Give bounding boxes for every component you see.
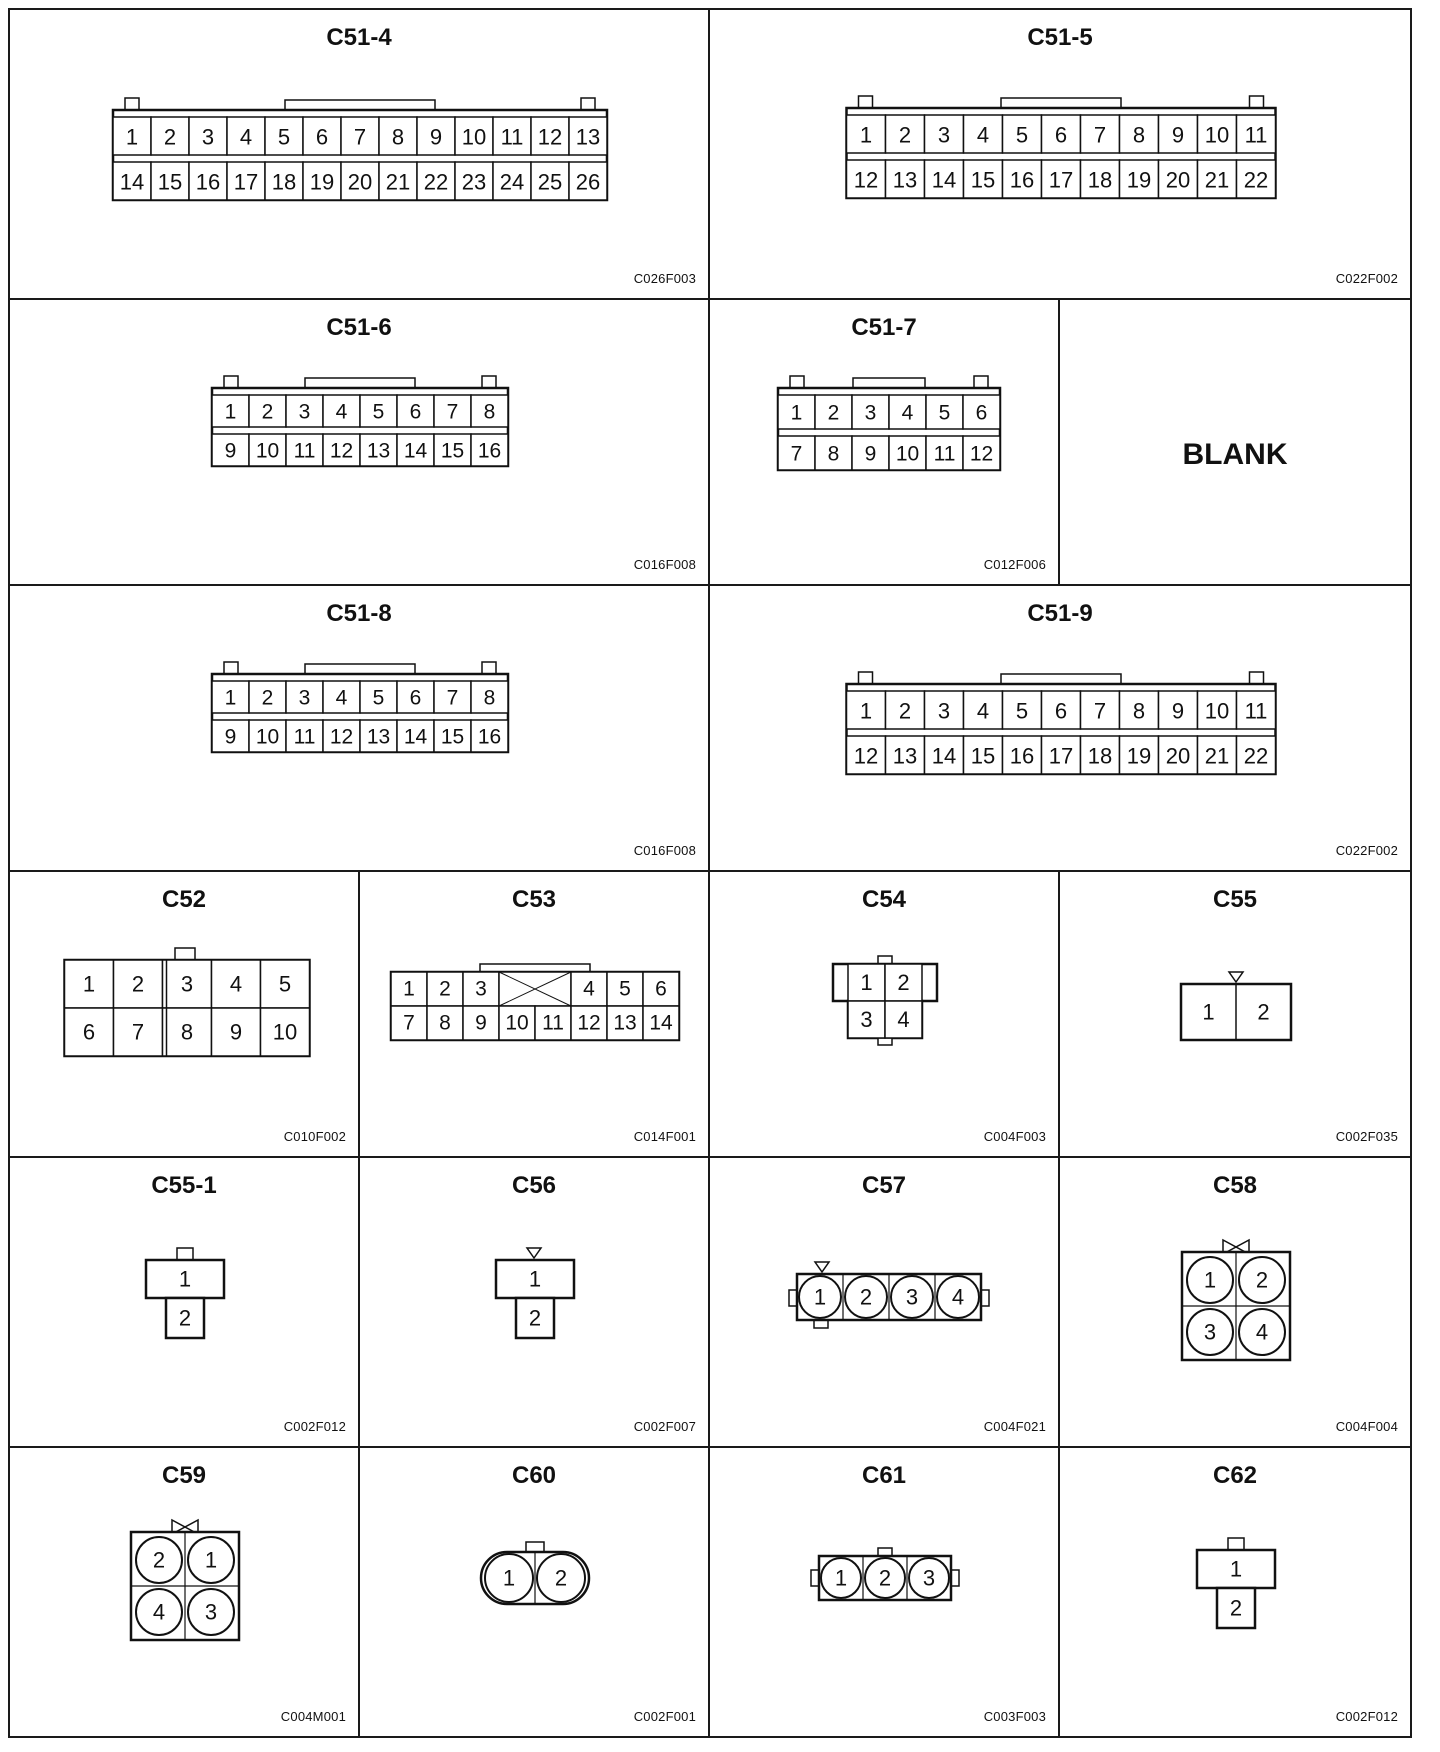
pin-label: 1 xyxy=(834,1565,848,1591)
pin-label: 2 xyxy=(897,970,910,995)
pin-label: 3 xyxy=(298,686,311,710)
pin-label: 4 xyxy=(239,124,253,150)
pin-label: 11 xyxy=(500,124,524,150)
locating-tab xyxy=(224,376,238,388)
connector-panel-c55 xyxy=(1058,870,1412,1158)
figure-code: C016F008 xyxy=(633,557,696,572)
pin-label: 9 xyxy=(475,1011,487,1035)
pin-label: 17 xyxy=(1048,743,1074,769)
pin-label: 23 xyxy=(461,169,487,195)
pin-label: 21 xyxy=(385,169,411,195)
pin-label: 7 xyxy=(353,124,367,150)
pin-label: 2 xyxy=(152,1547,166,1573)
pin-label: 11 xyxy=(1244,122,1268,148)
connector-panel-c51-4 xyxy=(8,8,710,300)
pin-label: 20 xyxy=(1165,743,1191,769)
pin-label: 13 xyxy=(892,167,918,193)
figure-code: C010F002 xyxy=(283,1129,346,1144)
locating-tab xyxy=(125,98,139,110)
pin-label: 13 xyxy=(366,439,391,463)
connector-diagram xyxy=(710,586,1412,872)
pin-label: 1 xyxy=(860,970,873,995)
figure-code: C002F012 xyxy=(1335,1709,1398,1724)
pin-label: 9 xyxy=(229,1019,243,1045)
pin-label: 13 xyxy=(575,124,601,150)
figure-code: C022F002 xyxy=(1335,843,1398,858)
pin-label: 10 xyxy=(272,1019,298,1045)
pin-label: 21 xyxy=(1204,167,1230,193)
pin-label: 12 xyxy=(537,124,563,150)
polarity-mark xyxy=(527,1248,541,1258)
pin-label: 11 xyxy=(542,1011,564,1035)
pin-label: 8 xyxy=(1132,698,1146,724)
pin-label: 8 xyxy=(1132,122,1146,148)
connector-housing xyxy=(496,1248,574,1338)
pin-label: 4 xyxy=(1255,1319,1269,1345)
pin-label: 4 xyxy=(951,1284,965,1310)
pin-label: 5 xyxy=(372,400,385,424)
pin-label: 7 xyxy=(1093,122,1107,148)
pin-label: 2 xyxy=(261,400,274,424)
connector-panel-c61 xyxy=(708,1446,1060,1738)
pin-label: 19 xyxy=(1126,167,1152,193)
pin-label: 9 xyxy=(1171,698,1185,724)
lock-latch xyxy=(1228,1538,1244,1550)
connector-panel-c62 xyxy=(1058,1446,1412,1738)
pin-label: 3 xyxy=(937,698,951,724)
figure-code: C002F012 xyxy=(283,1419,346,1434)
pin-label: 3 xyxy=(298,400,311,424)
pin-label: 2 xyxy=(261,686,274,710)
pin-label: 2 xyxy=(827,401,840,425)
connector-housing xyxy=(811,1548,959,1600)
pin-label: 6 xyxy=(82,1019,96,1045)
pin-label: 2 xyxy=(163,124,177,150)
pin-label: 17 xyxy=(233,169,259,195)
figure-code: C026F003 xyxy=(633,271,696,286)
pin-label: 21 xyxy=(1204,743,1230,769)
pin-label: 1 xyxy=(1229,1556,1243,1582)
pin-label: 22 xyxy=(423,169,449,195)
pin-label: 18 xyxy=(1087,167,1113,193)
connector-panel-c53 xyxy=(358,870,710,1158)
pin-label: 2 xyxy=(898,698,912,724)
connector-diagram xyxy=(710,1448,1060,1738)
locating-tab xyxy=(581,98,595,110)
connector-panel-c60 xyxy=(358,1446,710,1738)
pin-label: 6 xyxy=(409,686,422,710)
connector-title: C58 xyxy=(1212,1172,1258,1199)
connector-diagram xyxy=(10,1158,360,1448)
pin-label: 5 xyxy=(372,686,385,710)
pin-label: 1 xyxy=(859,698,873,724)
connector-title: C51-6 xyxy=(326,314,392,341)
pin-label: 1 xyxy=(1203,1267,1217,1293)
lock-latch xyxy=(526,1542,544,1552)
pin-label: 1 xyxy=(403,977,415,1001)
pin-label: 12 xyxy=(853,743,879,769)
pin-label: 8 xyxy=(483,400,496,424)
connector-diagram xyxy=(10,10,710,300)
pin-label: 2 xyxy=(554,1565,568,1591)
connector-diagram xyxy=(360,1448,710,1738)
connector-diagram xyxy=(1060,872,1412,1158)
connector-panel-c56 xyxy=(358,1156,710,1448)
pin-label: 2 xyxy=(1257,999,1270,1025)
connector-diagram xyxy=(710,1158,1060,1448)
pin-label: 2 xyxy=(1229,1595,1243,1621)
pin-label: 2 xyxy=(178,1305,192,1331)
pin-label: 16 xyxy=(195,169,221,195)
pin-label: 4 xyxy=(897,1007,910,1032)
figure-code: C012F006 xyxy=(983,557,1046,572)
pin-label: 3 xyxy=(905,1284,919,1310)
pin-label: 6 xyxy=(1054,698,1068,724)
pin-label: 11 xyxy=(933,442,956,466)
figure-code: C004M001 xyxy=(280,1709,346,1724)
pin-label: 4 xyxy=(901,401,914,425)
pin-label: 1 xyxy=(528,1266,542,1292)
pin-label: 5 xyxy=(277,124,291,150)
connector-title: C55 xyxy=(1212,886,1258,913)
pin-label: 1 xyxy=(178,1266,192,1292)
pin-label: 26 xyxy=(575,169,601,195)
pin-label: 1 xyxy=(813,1284,827,1310)
pin-label: 4 xyxy=(152,1599,166,1625)
locating-tab xyxy=(859,672,873,684)
connector-title: C51-9 xyxy=(1027,600,1093,627)
connector-panel-c51-9 xyxy=(708,584,1412,872)
pin-label: 9 xyxy=(224,725,237,749)
pin-label: 19 xyxy=(1126,743,1152,769)
pin-label: 22 xyxy=(1243,743,1269,769)
pin-label: 8 xyxy=(439,1011,451,1035)
pin-label: 4 xyxy=(976,698,990,724)
locating-tab xyxy=(859,96,873,108)
pin-label: 9 xyxy=(864,442,877,466)
pin-label: 20 xyxy=(1165,167,1191,193)
pin-label: 1 xyxy=(859,122,873,148)
pin-label: 1 xyxy=(125,124,139,150)
pin-label: 1 xyxy=(204,1547,218,1573)
connector-diagram xyxy=(10,1448,360,1738)
locating-tab xyxy=(1250,672,1264,684)
connector-title: C55-1 xyxy=(151,1172,217,1199)
lock-latch xyxy=(305,378,415,388)
connector-title: C52 xyxy=(161,886,207,913)
connector-diagram xyxy=(710,300,1060,586)
connector-panel-c59 xyxy=(8,1446,360,1738)
connector-panel-c57 xyxy=(708,1156,1060,1448)
figure-code: C002F007 xyxy=(633,1419,696,1434)
pin-label: 3 xyxy=(180,971,194,997)
pin-label: 1 xyxy=(1202,999,1215,1025)
pin-label: 4 xyxy=(229,971,243,997)
pin-label: 1 xyxy=(224,686,237,710)
connector-housing xyxy=(1181,972,1291,1040)
pin-label: 3 xyxy=(204,1599,218,1625)
pin-label: 8 xyxy=(483,686,496,710)
figure-code: C003F003 xyxy=(983,1709,1046,1724)
pin-label: 11 xyxy=(293,725,316,749)
pin-label: 1 xyxy=(502,1565,516,1591)
lock-latch xyxy=(305,664,415,674)
pin-label: 1 xyxy=(224,400,237,424)
pin-label: 10 xyxy=(1204,122,1230,148)
pin-label: 6 xyxy=(315,124,329,150)
connector-diagram xyxy=(10,872,360,1158)
connector-panel-c51-5 xyxy=(708,8,1412,300)
pin-label: 8 xyxy=(827,442,840,466)
connector-panel-c51-7 xyxy=(708,298,1060,586)
figure-code: C002F001 xyxy=(633,1709,696,1724)
connector-diagram xyxy=(360,872,710,1158)
pin-label: 12 xyxy=(577,1011,601,1035)
pin-label: 2 xyxy=(1255,1267,1269,1293)
pin-label: 24 xyxy=(499,169,525,195)
pin-label: 14 xyxy=(931,167,957,193)
pin-label: 14 xyxy=(119,169,145,195)
connector-title: C51-4 xyxy=(326,24,392,51)
connector-title: C61 xyxy=(861,1462,907,1489)
connector-diagram xyxy=(1060,1158,1412,1448)
connector-housing xyxy=(212,376,508,466)
pin-label: 10 xyxy=(505,1011,529,1035)
connector-housing xyxy=(789,1262,989,1328)
pin-label: 14 xyxy=(403,439,428,463)
pin-label: 16 xyxy=(477,439,502,463)
figure-code: C002F035 xyxy=(1335,1129,1398,1144)
connector-title: C51-7 xyxy=(851,314,917,341)
locating-tab xyxy=(974,376,988,388)
connector-panel-c55-1 xyxy=(8,1156,360,1448)
pin-label: 16 xyxy=(477,725,502,749)
locating-tab xyxy=(482,662,496,674)
blank-label: BLANK xyxy=(1182,438,1288,471)
connector-housing xyxy=(65,948,310,1056)
pin-label: 7 xyxy=(446,400,459,424)
pin-label: 15 xyxy=(440,725,465,749)
pin-label: 3 xyxy=(922,1565,936,1591)
polarity-mark xyxy=(1229,972,1243,982)
pin-label: 6 xyxy=(1054,122,1068,148)
pin-label: 10 xyxy=(1204,698,1230,724)
pin-label: 3 xyxy=(1203,1319,1217,1345)
connector-panel-blank xyxy=(1058,298,1412,586)
connector-housing xyxy=(833,956,937,1045)
pin-label: 10 xyxy=(895,442,920,466)
connector-title: C51-8 xyxy=(326,600,392,627)
pin-label: 2 xyxy=(859,1284,873,1310)
pin-label: 10 xyxy=(461,124,487,150)
pin-label: 17 xyxy=(1048,167,1074,193)
pin-label: 3 xyxy=(860,1007,873,1032)
pin-label: 3 xyxy=(864,401,877,425)
pin-label: 12 xyxy=(853,167,879,193)
pin-label: 5 xyxy=(278,971,292,997)
connector-panel-c58 xyxy=(1058,1156,1412,1448)
figure-code: C016F008 xyxy=(633,843,696,858)
connector-housing xyxy=(778,376,1000,470)
connector-title: C57 xyxy=(861,1172,907,1199)
connector-title: C53 xyxy=(511,886,557,913)
pin-label: 16 xyxy=(1009,743,1035,769)
connector-housing xyxy=(391,964,679,1040)
connector-title: C56 xyxy=(511,1172,557,1199)
pin-label: 11 xyxy=(1244,698,1268,724)
pin-label: 2 xyxy=(878,1565,892,1591)
pin-label: 6 xyxy=(655,977,667,1001)
pin-label: 4 xyxy=(583,977,595,1001)
connector-panel-c54 xyxy=(708,870,1060,1158)
polarity-mark xyxy=(815,1262,829,1272)
pin-label: 8 xyxy=(180,1019,194,1045)
locating-tab xyxy=(482,376,496,388)
connector-housing xyxy=(481,1542,589,1604)
pin-label: 10 xyxy=(255,725,280,749)
connector-panel-c51-6 xyxy=(8,298,710,586)
pin-label: 16 xyxy=(1009,167,1035,193)
connector-housing xyxy=(1197,1538,1275,1628)
pin-label: 14 xyxy=(931,743,957,769)
locating-tab xyxy=(1250,96,1264,108)
pin-label: 7 xyxy=(131,1019,145,1045)
pin-label: 19 xyxy=(309,169,335,195)
pin-label: 12 xyxy=(969,442,994,466)
locating-tab xyxy=(224,662,238,674)
connector-diagram xyxy=(360,1158,710,1448)
figure-code: C014F001 xyxy=(633,1129,696,1144)
pin-label: 13 xyxy=(366,725,391,749)
connector-title: C51-5 xyxy=(1027,24,1093,51)
pin-label: 22 xyxy=(1243,167,1269,193)
pin-label: 12 xyxy=(329,725,354,749)
pin-label: 2 xyxy=(898,122,912,148)
pin-label: 7 xyxy=(790,442,803,466)
lock-latch xyxy=(177,1248,193,1260)
pin-label: 6 xyxy=(975,401,988,425)
connector-panel-c52 xyxy=(8,870,360,1158)
connector-housing xyxy=(131,1520,239,1640)
connector-housing xyxy=(847,96,1276,198)
pin-label: 14 xyxy=(403,725,428,749)
connector-diagram xyxy=(710,10,1412,300)
connector-title: C60 xyxy=(511,1462,557,1489)
pin-label: 25 xyxy=(537,169,563,195)
pin-label: 18 xyxy=(1087,743,1113,769)
lock-latch xyxy=(285,100,435,110)
pin-label: 3 xyxy=(937,122,951,148)
lock-latch xyxy=(878,1038,892,1045)
pin-label: 13 xyxy=(613,1011,637,1035)
pin-label: 15 xyxy=(970,167,996,193)
pin-label: 6 xyxy=(409,400,422,424)
pin-label: 15 xyxy=(440,439,465,463)
pin-label: 20 xyxy=(347,169,373,195)
pin-label: 1 xyxy=(82,971,96,997)
lock-latch xyxy=(1001,674,1121,684)
connector-title: C59 xyxy=(161,1462,207,1489)
pin-label: 7 xyxy=(1093,698,1107,724)
connector-housing xyxy=(113,98,607,200)
pin-label: 13 xyxy=(892,743,918,769)
lock-latch xyxy=(853,378,925,388)
pin-label: 3 xyxy=(475,977,487,1001)
connector-panel-c51-8 xyxy=(8,584,710,872)
pin-label: 5 xyxy=(1015,122,1029,148)
connector-housing xyxy=(212,662,508,752)
pin-label: 1 xyxy=(790,401,803,425)
pin-label: 2 xyxy=(528,1305,542,1331)
connector-housing xyxy=(847,672,1276,774)
pin-label: 11 xyxy=(293,439,316,463)
pin-label: 7 xyxy=(403,1011,415,1035)
pin-label: 4 xyxy=(335,400,348,424)
pin-label: 12 xyxy=(329,439,354,463)
connector-diagram xyxy=(10,586,710,872)
pin-label: 5 xyxy=(619,977,631,1001)
pin-label: 2 xyxy=(131,971,145,997)
connector-title: C54 xyxy=(861,886,907,913)
connector-housing xyxy=(1182,1240,1290,1360)
pin-label: 18 xyxy=(271,169,297,195)
lock-latch xyxy=(175,948,195,960)
pin-label: 4 xyxy=(976,122,990,148)
locating-tab xyxy=(790,376,804,388)
connector-diagram xyxy=(10,300,710,586)
figure-code: C022F002 xyxy=(1335,271,1398,286)
pin-label: 3 xyxy=(201,124,215,150)
pin-label: 2 xyxy=(439,977,451,1001)
pin-label: 9 xyxy=(1171,122,1185,148)
lock-latch xyxy=(1001,98,1121,108)
pin-label: 10 xyxy=(255,439,280,463)
pin-label: 9 xyxy=(429,124,443,150)
connector-housing xyxy=(146,1248,224,1338)
connector-title: C62 xyxy=(1212,1462,1258,1489)
connector-diagram xyxy=(1060,1448,1412,1738)
connector-diagram xyxy=(710,872,1060,1158)
pin-label: 15 xyxy=(157,169,183,195)
pin-label: 9 xyxy=(224,439,237,463)
pin-label: 14 xyxy=(649,1011,673,1035)
pin-label: 5 xyxy=(938,401,951,425)
figure-code: C004F003 xyxy=(983,1129,1046,1144)
pin-label: 5 xyxy=(1015,698,1029,724)
figure-code: C004F004 xyxy=(1335,1419,1398,1434)
pin-label: 7 xyxy=(446,686,459,710)
figure-code: C004F021 xyxy=(983,1419,1046,1434)
pin-label: 8 xyxy=(391,124,405,150)
pin-label: 15 xyxy=(970,743,996,769)
pin-label: 4 xyxy=(335,686,348,710)
